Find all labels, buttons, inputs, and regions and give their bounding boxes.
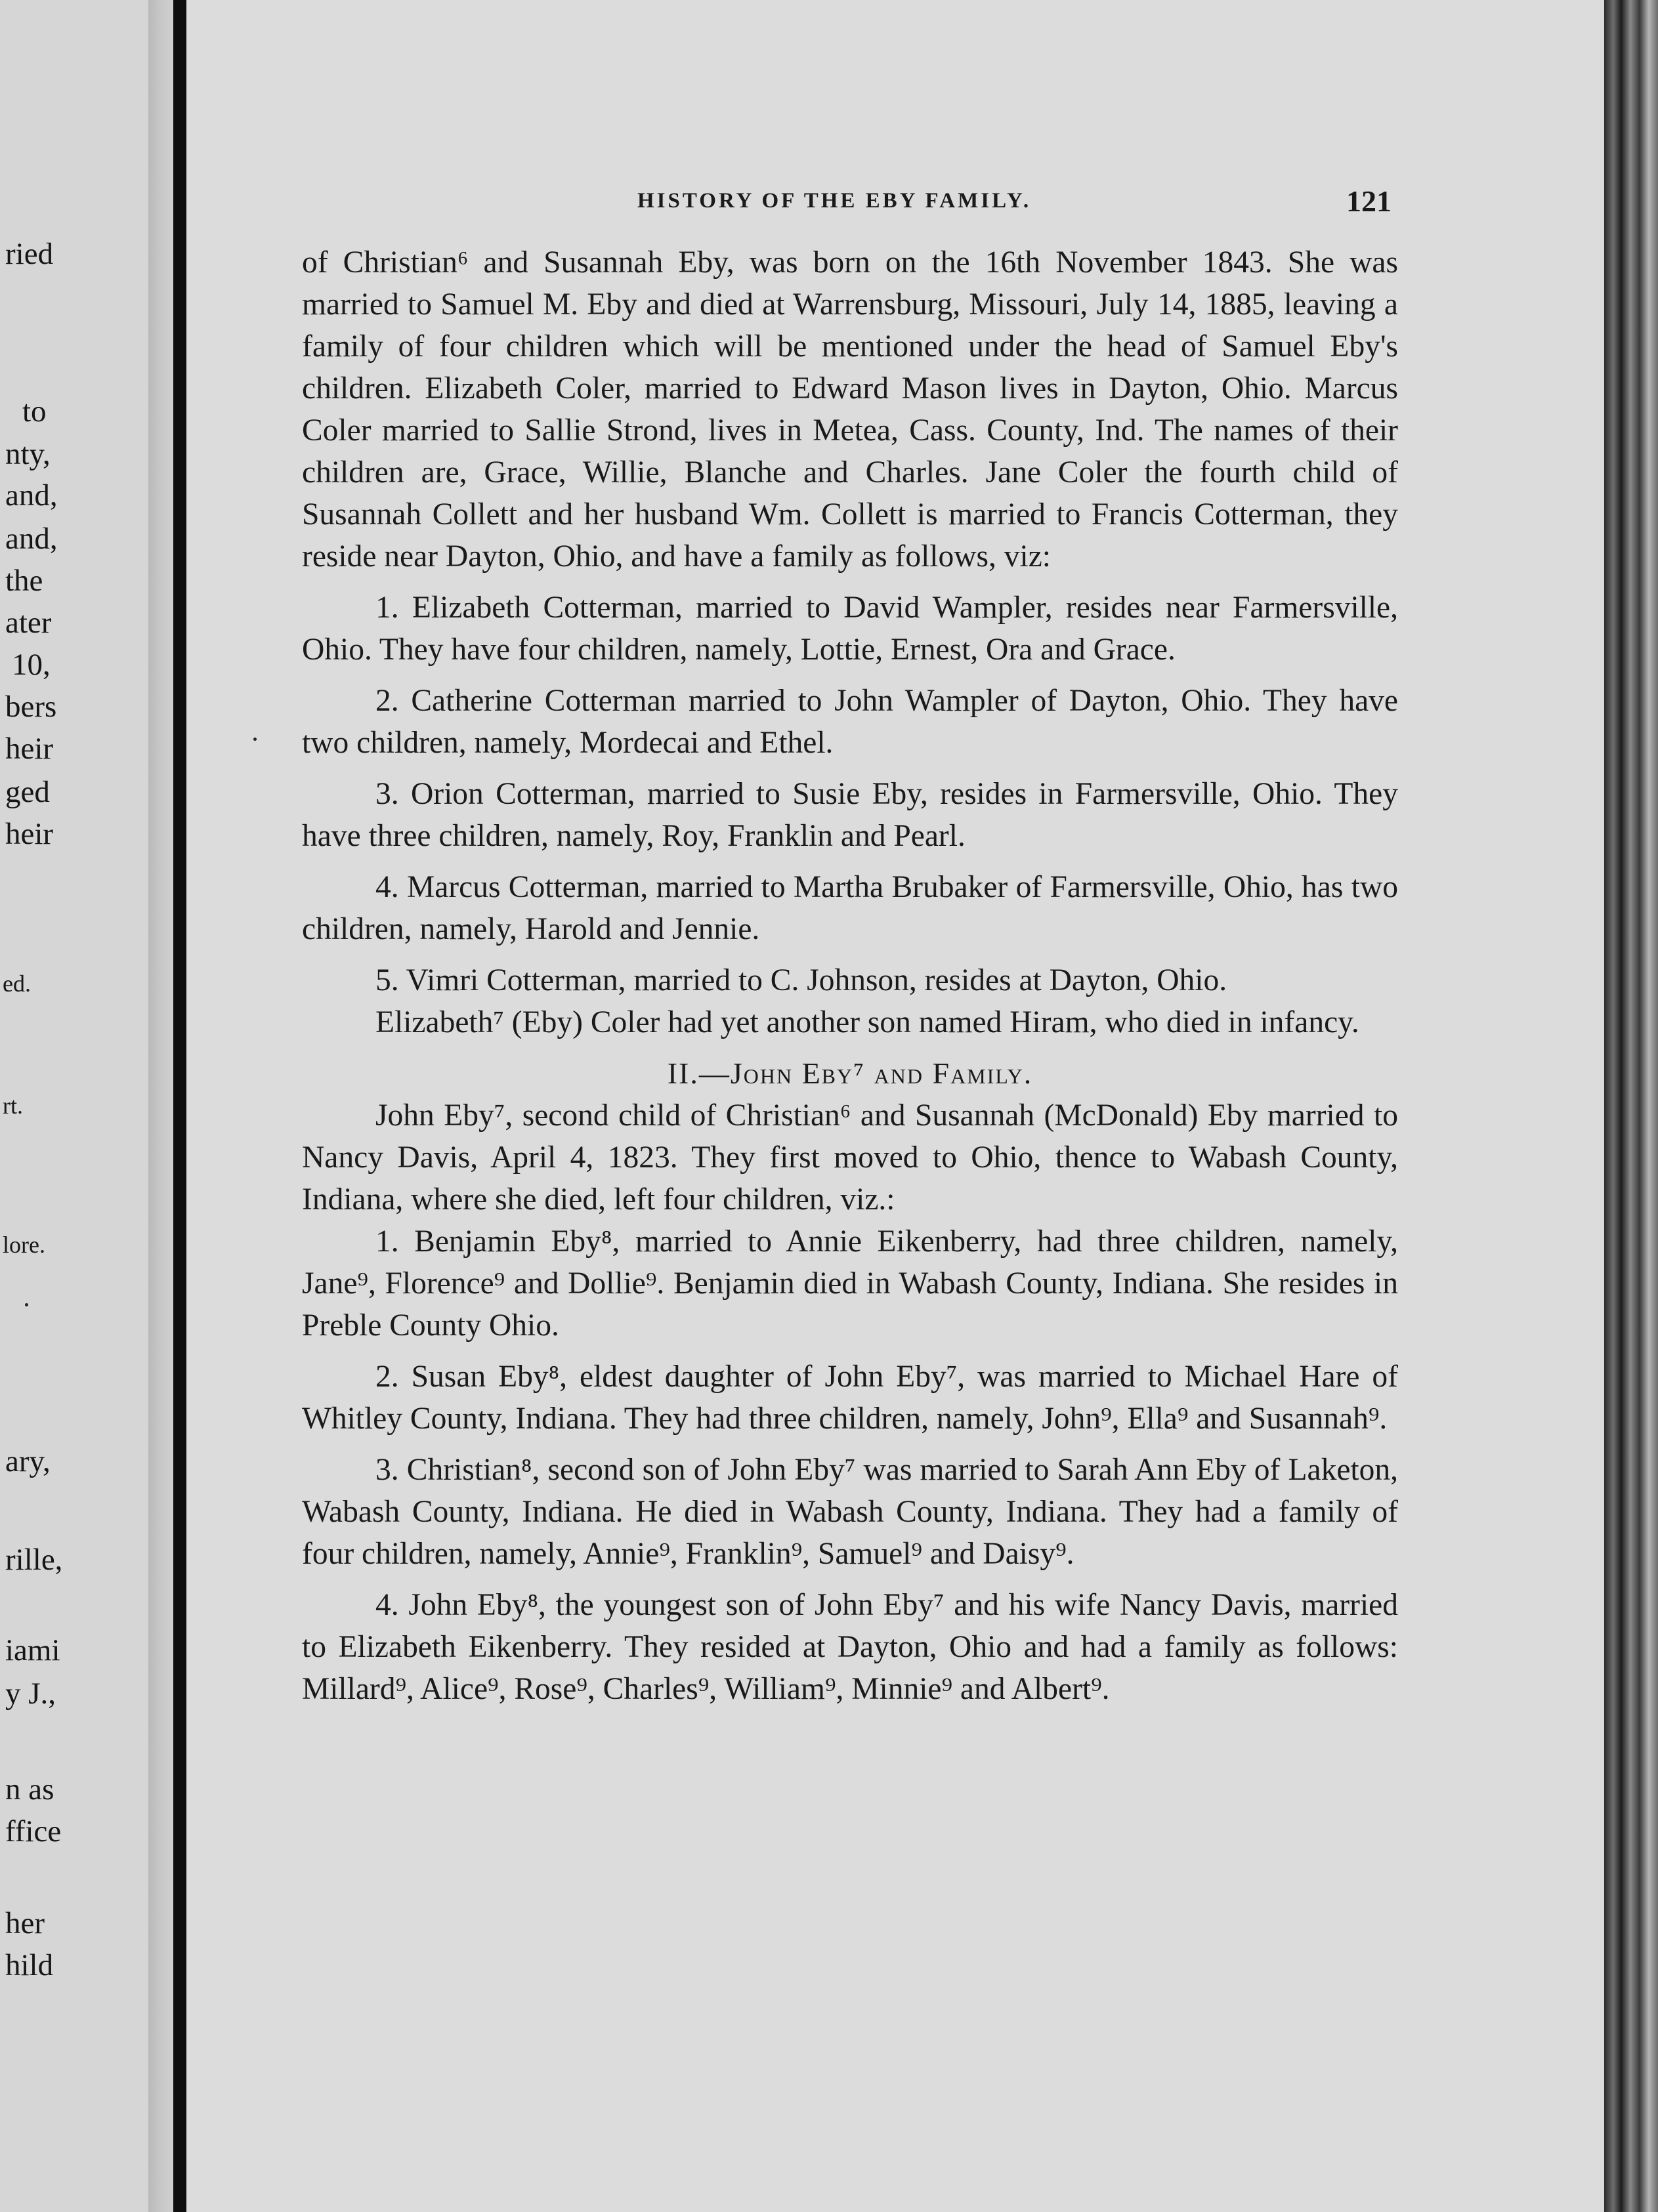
paragraph: 3. Christian⁸, second son of John Eby⁷ was married to Sarah Ann Eby of Laketon, Wabash County, Indiana. He died in Wabash County, Indiana. They had a family of four children, namely, Annie⁹, Franklin⁹, Samuel⁹ and Daisy⁹.: [302, 1453, 1398, 1571]
paragraph: 4. Marcus Cotterman, married to Martha Brubaker of Farmersville, Ohio, has two children, namely, Harold and Jennie.: [302, 870, 1398, 946]
section-heading: [302, 1053, 1398, 1095]
left-fragment: rille,: [5, 1543, 63, 1577]
left-fragment: ffice: [5, 1814, 62, 1848]
paragraph: 1. Benjamin Eby⁸, married to Annie Eikenberry, had three children, namely, Jane⁹, Florence⁹ and Dollie⁹. Benjamin died in Wabash County, Indiana. She resides in Preble County Ohio.: [302, 1224, 1398, 1343]
left-fragment: y J.,: [5, 1677, 56, 1711]
left-fragment: ried: [5, 237, 54, 271]
left-fragment: and,: [5, 478, 58, 512]
section-heading-text: II.—John Eby⁷ and Family.: [667, 1056, 1033, 1090]
body-text: [302, 241, 1398, 1710]
left-fragment: lore.: [3, 1232, 45, 1258]
paragraph: 3. Orion Cotterman, married to Susie Eby, resides in Farmersville, Ohio. They have three children, namely, Roy, Franklin and Pearl.: [302, 777, 1398, 853]
left-fragment: ed.: [3, 970, 31, 997]
left-fragment: ged: [5, 775, 50, 809]
paragraph: Elizabeth⁷ (Eby) Coler had yet another son named Hiram, who died in infancy.: [375, 1005, 1359, 1039]
left-fragment: heir: [5, 732, 54, 766]
left-fragment: hild: [5, 1948, 54, 1982]
paragraph: 4. John Eby⁸, the youngest son of John Eby⁷ and his wife Nancy Davis, married to Elizabeth Eikenberry. They resided at Dayton, Ohio and had a family as follows: Millard⁹, Alice⁹, Rose⁹, Charles⁹, William⁹, Minnie⁹ and Albert⁹.: [302, 1588, 1398, 1706]
left-fragment: bers: [5, 690, 57, 724]
left-fragment: nty,: [5, 437, 51, 471]
paragraph: of Christian⁶ and Susannah Eby, was born on the 16th November 1843. She was married to Samuel M. Eby and died at Warrensburg, Missouri, July 14, 1885, leaving a family of four children which will be mentioned under the head of Samuel Eby's children. Elizabeth Coler, married to Edward Mason lives in Dayton, Ohio. Marcus Coler married to Sallie Strond, lives in Metea, Cass. County, Ind. The names of their children are, Grace, Willie, Blanche and Charles. Jane Coler the fourth child of Susannah Collett and her husband Wm. Collett is married to Francis Cotterman, they reside near Dayton, Ohio, and have a family as follows, viz:: [302, 245, 1398, 574]
speck: [25, 1303, 28, 1306]
left-fragment: ary,: [5, 1444, 51, 1478]
left-facing-page: [0, 0, 148, 2212]
left-fragment: her: [5, 1906, 45, 1940]
left-fragment: n as: [5, 1772, 54, 1806]
running-title: HISTORY OF THE EBY FAMILY.: [637, 189, 1032, 213]
paragraph: 2. Catherine Cotterman married to John Wampler of Dayton, Ohio. They have two children, namely, Mordecai and Ethel.: [302, 684, 1398, 760]
left-fragment: rt.: [3, 1093, 23, 1119]
running-head: [459, 184, 1392, 228]
left-fragment: heir: [5, 817, 54, 851]
left-fragment: and,: [5, 522, 58, 556]
book-spine: [173, 0, 186, 2212]
page-edge: [1604, 0, 1658, 2212]
left-fragment: 10,: [12, 648, 51, 682]
left-fragment: iami: [5, 1633, 60, 1667]
paragraph: 2. Susan Eby⁸, eldest daughter of John Eby⁷, was married to Michael Hare of Whitley County, Indiana. They had three children, namely, John⁹, Ella⁹ and Susannah⁹.: [302, 1360, 1398, 1436]
speck: [253, 738, 257, 741]
left-fragment: to: [22, 394, 47, 428]
paragraph: 5. Vimri Cotterman, married to C. Johnson, resides at Dayton, Ohio.: [375, 963, 1227, 997]
paragraph: 1. Elizabeth Cotterman, married to David Wampler, resides near Farmersville, Ohio. They have four children, namely, Lottie, Ernest, Ora and Grace.: [302, 591, 1398, 667]
page-number: 121: [1346, 184, 1392, 218]
left-fragment: ater: [5, 606, 52, 640]
paragraph: John Eby⁷, second child of Christian⁶ and Susannah (McDonald) Eby married to Nancy Davis, April 4, 1823. They first moved to Ohio, thence to Wabash County, Indiana, where she died, left four children, viz.:: [302, 1098, 1398, 1217]
left-fragment: the: [5, 564, 43, 598]
